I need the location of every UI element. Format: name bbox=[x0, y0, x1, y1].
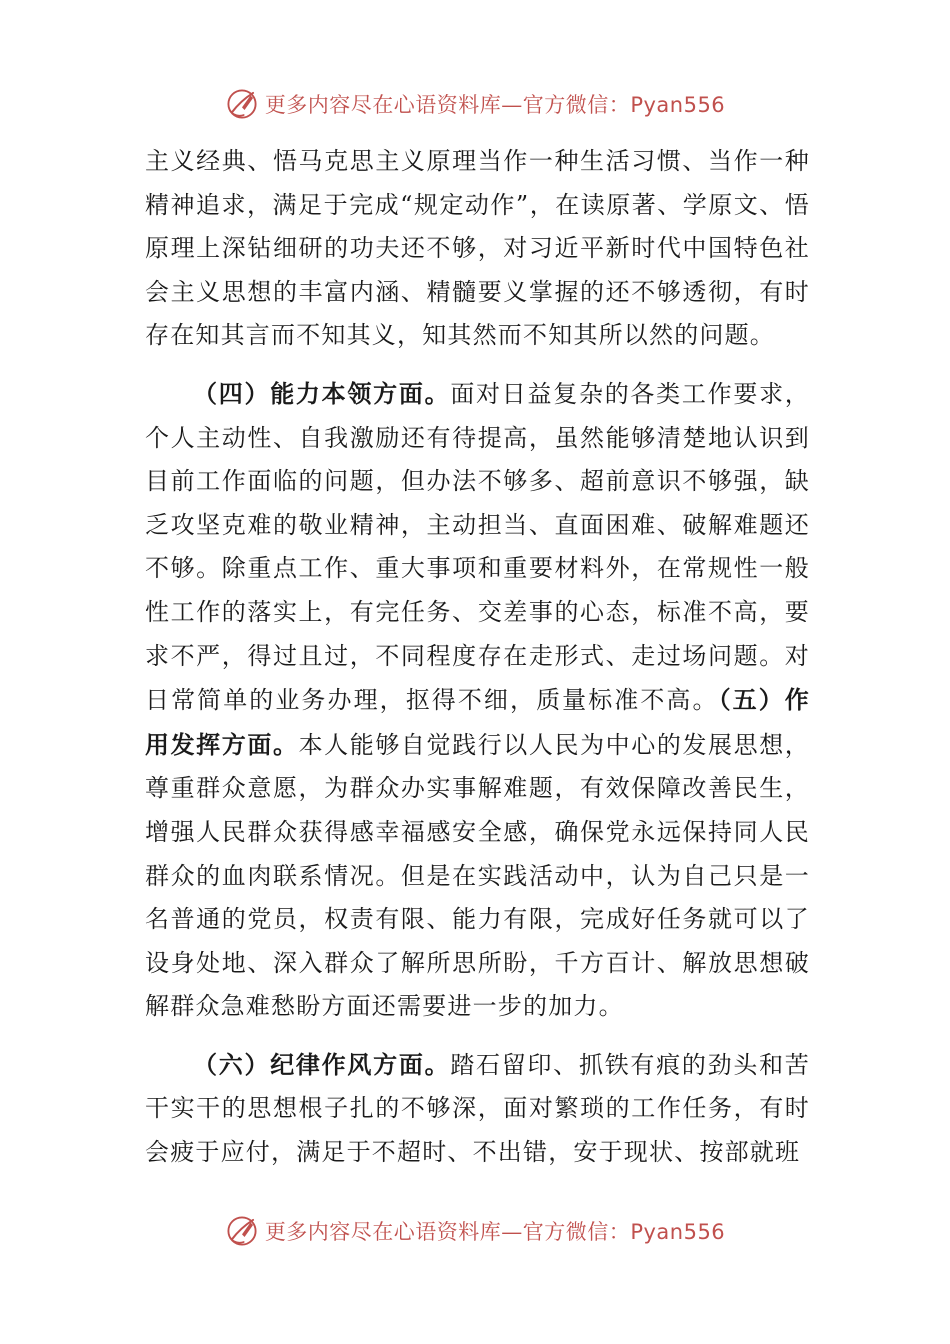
paragraph-continued bbox=[145, 140, 810, 358]
document-body bbox=[145, 140, 810, 1175]
pen-nib-logo-icon bbox=[225, 1214, 259, 1248]
pen-nib-logo-icon bbox=[225, 87, 259, 121]
paragraph-text: 主义经典、悟马克思主义原理当作一种生活习惯、当作一种精神追求，满足于完成“规定动作”，在读原著、学原文、悟原理上深钻细研的功夫还不够，对习近平新时代中国特色社会主义思想的丰富内涵、精髓要义掌握的还不够透彻，有时存在知其言而不知其义，知其然而不知其所以然的问题。 bbox=[145, 147, 810, 350]
watermark-wechat-id: Pyan556 bbox=[630, 1220, 726, 1244]
paragraph-text: 本人能够自觉践行以人民为中心的发展思想，尊重群众意愿，为群众办实事解难题，有效保障改善民生，增强人民群众获得感幸福感安全感，确保党永远保持同人民群众的血肉联系情况。但是在实践活动中，认为自己只是一名普通的党员，权责有限、能力有限，完成好任务就可以了设身处地、深入群众了解所思所盼，千方百计、解放思想破解群众急难愁盼方面还需要进一步的加力。 bbox=[145, 730, 811, 1021]
watermark-label: 更多内容尽在心语资料库—官方微信： bbox=[264, 1220, 631, 1244]
header-watermark bbox=[0, 84, 950, 124]
watermark-label: 更多内容尽在心语资料库—官方微信： bbox=[264, 93, 631, 117]
paragraph-text: 面对日益复杂的各类工作要求，个人主动性、自我激励还有待提高，虽然能够清楚地认识到目前工作面临的问题，但办法不够多、超前意识不够强，缺乏攻坚克难的敬业精神，主动担当、直面困难、破解难题还不够。除重点工作、重大事项和重要材料外，在常规性一般性工作的落实上，有完任务、交差事的心态，标准不高，要求不严，得过且过，不同程度存在走形式、走过场问题。对日常简单的业务办理，抠得不细，质量标准不高。 bbox=[145, 379, 811, 715]
watermark-text bbox=[265, 1216, 725, 1246]
section-heading-5: （五）作用发挥方面。 bbox=[145, 685, 810, 759]
paragraph-text: 踏石留印、抓铁有痕的劲头和苦干实干的思想根子扎的不够深，面对繁琐的工作任务，有时会疲于应付，满足于不超时、不出错，安于现状、按部就班 bbox=[145, 1050, 811, 1167]
section-heading-4: （四）能力本领方面。 bbox=[193, 378, 451, 408]
paragraph-discipline bbox=[145, 1043, 810, 1175]
paragraph-ability bbox=[145, 372, 810, 1029]
watermark-text bbox=[265, 89, 725, 119]
footer-watermark bbox=[0, 1211, 950, 1251]
watermark-wechat-id: Pyan556 bbox=[630, 93, 726, 117]
section-heading-6: （六）纪律作风方面。 bbox=[193, 1049, 451, 1079]
